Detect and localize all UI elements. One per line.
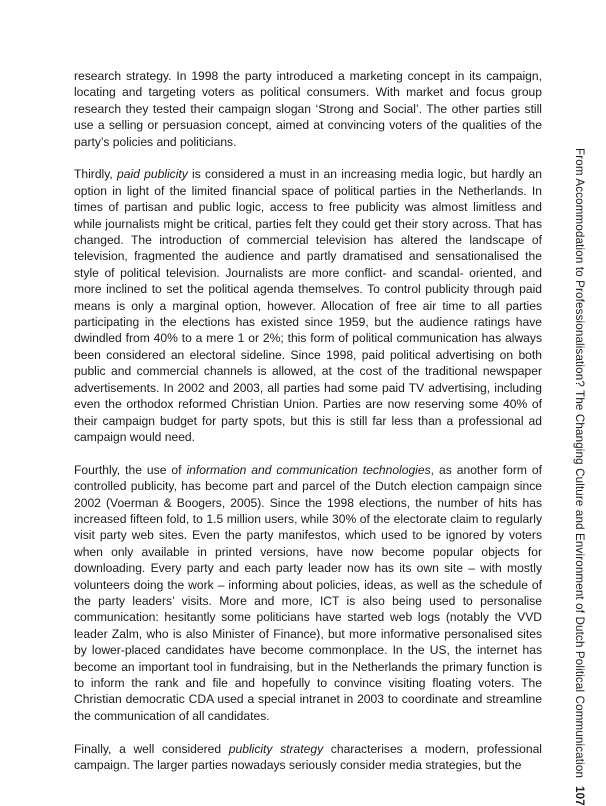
running-head-title: From Accommodation to Professionalisation? The Changing Culture and Environment of Dutch Political Communication: [573, 148, 586, 779]
paragraph-2: [74, 166, 542, 445]
paragraph-3-lead: Fourthly, the use of: [74, 462, 187, 477]
paragraph-1: [74, 68, 542, 150]
page-number: 107: [573, 786, 586, 806]
running-head: [566, 148, 586, 806]
body-text: [74, 68, 542, 773]
paragraph-3-emphasis: information and communication technologies: [186, 462, 431, 477]
paragraph-2-text: is considered a must in an increasing media logic, but hardly an option in light of the limited financial space of political parties in the Netherlands. In times of partisan and public logic, access to free publicity was almost limitless and while journalists might be critical, parties felt they could get their story across. That has changed. The introduction of commercial television has altered the landscape of television, fragmented the audience and partly dramatised and sensationalised the style of political television. Journalists are more conflict- and scandal- oriented, and more inclined to set the political agenda themselves. To control publicity through paid means is only a marginal option, however. Allocation of free air time to all parties participating in the elections has existed since 1959, but the audience ratings have dwindled from 40% to a mere 1 or 2%; this form of political communication has always been considered an electoral sideline. Since 1998, paid political advertising on both public and commercial channels is allowed, at the cost of the traditional newspaper advertisements. In 2002 and 2003, all parties had some paid TV advertising, including even the orthodox reformed Christian Union. Parties are now reserving some 40% of their campaign budget for party spots, but this is still far less than a professional ad campaign would need.: [74, 167, 543, 444]
paragraph-4: [74, 741, 542, 774]
paragraph-3-text: , as another form of controlled publicity, has become part and parcel of the Dutch election campaign since 2002 (Voerman & Boogers, 2005). Since the 1998 elections, the number of hits has increased fifteen fold, to 1.5 million users, while 30% of the electorate claim to regularly visit party web sites. Even the party manifestos, which used to be ignored by voters when only available in printed versions, have now become popular objects for downloading. Every party and each party leader now has its own site – with mostly volunteers doing the work – informing about policies, ideas, as well as the schedule of the party leaders’ visits. More and more, ICT is also being used to personalise communication: hesitantly some politicians have started web logs (notably the VVD leader Zalm, who is also Minister of Finance), but more informative personalised sites by lower-placed candidates have become commonplace. In the US, the internet has become an important tool in fundraising, but in the Netherlands the primary function is to inform the rank and file and hopefully to convince visiting floating voters. The Christian democratic CDA used a special intranet in 2003 to coordinate and streamline the communication of all candidates.: [74, 462, 542, 723]
paragraph-2-emphasis: paid publicity: [117, 167, 188, 182]
paragraph-4-emphasis: publicity strategy: [228, 741, 324, 756]
paragraph-1-text: research strategy. In 1998 the party introduced a marketing concept in its campaign, locating and targeting voters as political consumers. With market and focus group research they tested their campaign slogan ‘Strong and Social’. The other parties still use a selling or persuasion concept, aimed at convincing voters of the qualities of the party’s policies and politicians.: [74, 69, 542, 149]
paragraph-2-lead: Thirdly,: [74, 167, 117, 182]
paragraph-4-lead: Finally, a well considered: [74, 741, 229, 756]
paragraph-3: [74, 462, 542, 725]
paragraph-4-text: characterises a modern, professional campaign. The larger parties nowadays seriously consider media strategies, but the: [74, 741, 542, 773]
